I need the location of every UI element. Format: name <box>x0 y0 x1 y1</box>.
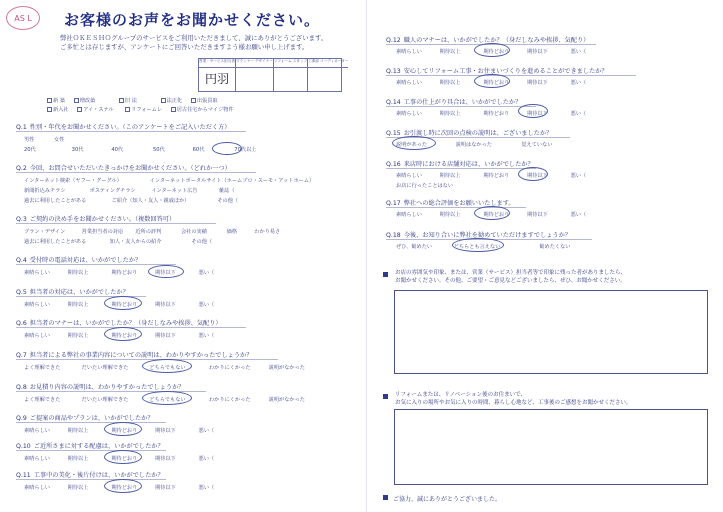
intro-line: ご多忙とは存じますが、アンケートにご回答いただきますよう様お願い申し上げます。 <box>60 43 309 51</box>
option[interactable]: 期待以上 <box>439 49 461 55</box>
pen-circle <box>142 391 192 405</box>
pen-circle <box>474 74 510 88</box>
pen-circle <box>474 43 510 57</box>
sign-header: 工事部 コーディネーター <box>308 59 348 68</box>
option[interactable]: 悪い（ <box>570 212 587 218</box>
question-2: Q.2 今回、お問合せいただいたきっかけをお聞かせください。（どれか一つ） <box>16 165 231 172</box>
option[interactable]: 40代 <box>111 147 124 153</box>
sign-cell-sales <box>199 59 236 91</box>
option[interactable]: 悪い（ <box>198 333 215 339</box>
option[interactable]: 素晴らしい <box>24 302 50 308</box>
option[interactable]: 期待以上 <box>67 333 89 339</box>
pen-circle <box>148 265 184 278</box>
question-12: Q.12 職人のマナーは、いかがでしたか？（身だしなみや挨拶、気配り） <box>386 37 590 44</box>
option[interactable]: 期待どおり <box>111 485 138 491</box>
option[interactable]: 期待どおり <box>111 302 138 308</box>
comment-prompt-line: お店の雰囲気や印象、または、営業（サービス）担当者等で印象に残った者がありましたら、 <box>395 270 627 276</box>
checkbox[interactable] <box>191 98 196 103</box>
option[interactable]: 期待以上 <box>67 302 89 308</box>
option[interactable]: だいたい理解できた <box>81 397 129 403</box>
question-13: Q.13 安心してリフォーム工事・お住まいづくりを進めることができましたか？ <box>386 68 608 75</box>
intro-text <box>60 34 360 52</box>
option[interactable]: 70代以上 <box>234 147 257 153</box>
question-17: Q.17 弊社への総合評価をお願いいたします。 <box>386 200 515 207</box>
sign-value: 円羽 <box>204 72 229 86</box>
option[interactable]: 勧めたくない <box>539 244 571 250</box>
option[interactable]: 悪い（ <box>198 270 215 276</box>
q16-options-extra <box>396 182 453 189</box>
question-underline <box>16 131 246 132</box>
q1-options-gender <box>24 136 64 143</box>
pen-circle <box>212 142 242 155</box>
comment-prompt-2 <box>395 391 632 407</box>
option[interactable]: その他（ <box>217 198 239 204</box>
option[interactable]: よく理解できた <box>24 397 61 403</box>
option[interactable]: 期待以上 <box>439 173 461 179</box>
question-11: Q.11 工事中の美化・後片付けは、いかがでしたか？ <box>16 472 164 479</box>
option[interactable]: 雑誌（ <box>218 188 235 194</box>
comment-prompt-line: お聞かせください。その他、ご要望・ご意見などございましたら、ぜひ、お聞かせください。 <box>395 278 626 284</box>
option[interactable]: 過去に利用したことがある <box>24 198 87 204</box>
pen-circle <box>104 422 142 436</box>
option[interactable]: 期待以下 <box>526 212 548 218</box>
q4-options <box>24 269 214 276</box>
option[interactable]: わかりにくかった <box>208 365 251 371</box>
option[interactable]: 悪い（ <box>570 173 587 179</box>
option[interactable]: 知人・友人からの紹介 <box>109 239 162 245</box>
option[interactable]: 60代 <box>192 147 205 153</box>
check-label: 増改築 <box>79 98 96 104</box>
question-10: Q.10 ご近所さまに対する配慮は、いかがでしたか？ <box>16 443 164 450</box>
checkbox[interactable] <box>47 98 52 103</box>
question-8: Q.8 お見積り内容の説明は、わかりやすかったでしょうか？ <box>16 384 185 391</box>
option[interactable]: 30代 <box>71 147 84 153</box>
staff-sign-table <box>198 58 349 92</box>
option[interactable]: 素晴らしい <box>396 111 422 117</box>
option[interactable]: プラン・デザイン <box>24 229 66 235</box>
pen-circle <box>452 238 504 252</box>
option[interactable]: 期待どおり <box>111 333 138 339</box>
option[interactable]: 会社の実績 <box>180 229 207 235</box>
q3-options-row1 <box>24 228 280 235</box>
option[interactable]: 期待以下 <box>526 111 548 117</box>
option[interactable]: 期待以下 <box>526 173 548 179</box>
option[interactable]: 説明があった <box>396 142 428 148</box>
option[interactable]: 期待以上 <box>439 80 461 86</box>
pen-circle <box>518 167 548 181</box>
sign-cell-reform <box>274 59 308 91</box>
q14-options <box>396 110 586 117</box>
question-underline <box>16 172 256 173</box>
option[interactable]: 過去に利用したことがある <box>24 239 87 245</box>
option[interactable]: 価格 <box>226 229 238 235</box>
option[interactable]: 素晴らしい <box>396 173 422 179</box>
option[interactable]: よく理解できた <box>24 365 61 371</box>
option[interactable]: 悪い（ <box>198 456 215 462</box>
option[interactable]: 営業担当者の対応 <box>81 229 124 235</box>
question-14: Q.14 工事の仕上がり具合は、いかがでしたか？ <box>386 99 522 106</box>
option[interactable]: わかりにくかった <box>208 397 251 403</box>
type-checks-row2 <box>40 106 234 113</box>
question-underline <box>16 223 216 224</box>
option[interactable]: 期待どおり <box>111 270 138 276</box>
option[interactable]: 素晴らしい <box>24 270 50 276</box>
option[interactable]: 女性 <box>54 137 65 143</box>
check-label: 法正化 <box>166 98 183 104</box>
option[interactable]: 期待以下 <box>154 456 176 462</box>
checkbox[interactable] <box>119 98 124 103</box>
question-16: Q.16 来店時における店舗対応は、いかがでしたか？ <box>386 161 534 168</box>
option[interactable]: 期待以上 <box>439 111 461 117</box>
option[interactable]: 素晴らしい <box>396 212 422 218</box>
option[interactable]: 素晴らしい <box>24 333 50 339</box>
option[interactable]: 悪い（ <box>198 302 215 308</box>
option[interactable]: 近所の評判 <box>135 229 162 235</box>
option[interactable]: 男性 <box>24 137 35 143</box>
sign-cell-planner <box>236 59 274 91</box>
question-underline <box>16 264 176 265</box>
question-underline <box>386 106 536 107</box>
option[interactable]: 期待以上 <box>439 212 461 218</box>
pen-circle <box>518 104 548 118</box>
q3-options-row2 <box>24 238 212 245</box>
pen-circle <box>104 296 142 310</box>
option[interactable]: お店に行ったことはない <box>396 183 454 189</box>
option[interactable]: 悪い（ <box>570 49 587 55</box>
sign-cell-coordinator <box>308 59 348 91</box>
checkbox[interactable] <box>74 98 79 103</box>
question-3: Q.3 ご契約の決め手をお聞かせください。（複数回答可） <box>16 216 176 223</box>
option[interactable]: 素晴らしい <box>396 49 422 55</box>
check-label: 新 築 <box>53 98 66 104</box>
check-label: 旧 法 <box>124 98 137 104</box>
checkbox[interactable] <box>77 107 82 112</box>
option[interactable]: ご紹介（知人・友人・親戚ほか） <box>111 198 190 204</box>
q16-options <box>396 172 586 179</box>
type-checks-row1 <box>40 97 218 104</box>
question-15: Q.15 お引渡し時に次回の点検の説明は、ございましたか？ <box>386 130 553 137</box>
check-label: 出張買取 <box>196 98 218 104</box>
comment-box-1[interactable] <box>394 290 708 374</box>
question-9: Q.9 ご提案の商品やプランは、いかがでしたか？ <box>16 415 154 422</box>
question-1: Q.1 性別・年代をお聞かせください。（このアンケートをご記入いただく方） <box>16 124 231 131</box>
option[interactable]: 期待以上 <box>67 485 89 491</box>
sign-header: リフォーム スタッフ <box>274 59 307 68</box>
pen-circle <box>104 327 142 341</box>
option[interactable]: 期待以下 <box>154 428 176 434</box>
option[interactable]: どちらでもない <box>149 365 186 371</box>
checkbox[interactable] <box>125 107 130 112</box>
thanks-message: ご協力、誠にありがとうございました。 <box>393 496 502 503</box>
option[interactable]: 素晴らしい <box>24 456 50 462</box>
page-title: お客様のお声をお聞かせください。 <box>64 11 321 29</box>
intro-line: 弊社ＯＫＥＳＨＯグループのサービスをご利用いただきまして、誠にありがとうございます。 <box>60 34 328 42</box>
check-label: 新入社 <box>53 107 69 113</box>
option[interactable]: 説明はなかった <box>455 142 492 148</box>
option[interactable]: 素晴らしい <box>24 485 50 491</box>
comment-prompt-line: お気に入りの場所やお気に入りの時間、暮らし心地など、工事後のご感想をお聞かせください。 <box>395 400 632 406</box>
question-5: Q.5 担当者の対応は、いかがでしたか？ <box>16 289 129 296</box>
option[interactable]: 説明がなかった <box>268 397 305 403</box>
option[interactable]: 期待以下 <box>526 49 548 55</box>
option[interactable]: 期待以下 <box>154 302 176 308</box>
pen-circle <box>392 136 436 150</box>
question-6: Q.6 担当者のマナーは、いかがでしたか？（身だしなみや挨拶、気配り） <box>16 320 222 327</box>
option[interactable]: 期待以上 <box>67 428 89 434</box>
checkbox[interactable] <box>171 107 176 112</box>
comment-prompt-1 <box>395 269 626 285</box>
option[interactable]: 悪い（ <box>198 428 215 434</box>
pen-circle <box>142 359 192 373</box>
section-bullet-icon <box>383 272 388 277</box>
option[interactable]: 悪い（ <box>570 80 587 86</box>
checkbox[interactable] <box>161 98 166 103</box>
option[interactable]: 期待以下 <box>154 485 176 491</box>
option[interactable]: 悪い（ <box>198 485 215 491</box>
option[interactable]: ぜひ、勧めたい <box>396 244 433 250</box>
option[interactable]: 期待どおり <box>483 80 510 86</box>
option[interactable]: その他（ <box>191 239 213 245</box>
option[interactable]: 期待以上 <box>67 270 89 276</box>
option[interactable]: 悪い（ <box>570 111 587 117</box>
sign-header: プランナー デザイナー <box>236 59 273 68</box>
option[interactable]: わかり易さ <box>254 229 281 235</box>
check-label: アイ・ステル <box>83 107 114 113</box>
q2-options-row3 <box>24 197 238 204</box>
comment-box-2[interactable] <box>394 409 708 485</box>
comment-prompt-line: リフォームまたは、リノベーション後のお住まいで、 <box>395 392 526 398</box>
option[interactable]: 素晴らしい <box>396 80 422 86</box>
option[interactable]: 期待以下 <box>526 80 548 86</box>
option[interactable]: 期待どおり <box>483 173 510 179</box>
pen-circle <box>104 479 142 493</box>
question-7: Q.7 担当者による弊社の事業内容についての説明は、わかりやすかったでしょうか？ <box>16 352 253 359</box>
check-label: 居古住宅からマイジ物件 <box>176 107 234 113</box>
option[interactable]: インターネット広告 <box>151 188 198 194</box>
option[interactable]: 覚えていない <box>521 142 553 148</box>
section-bullet-icon <box>383 495 388 500</box>
pen-circle <box>474 206 510 220</box>
question-4: Q.4 受付時の電話対応は、いかがでしたか？ <box>16 257 142 264</box>
question-18: Q.18 今後、お知り合いに弊社を勧めていただけますでしょうか？ <box>386 232 571 239</box>
option[interactable]: どちらでもない <box>149 397 186 403</box>
option[interactable]: 期待以下 <box>154 270 176 276</box>
question-underline <box>16 359 278 360</box>
option[interactable]: 素晴らしい <box>24 428 50 434</box>
q2-options-row2 <box>24 187 235 194</box>
option[interactable]: 期待どおり <box>483 111 510 117</box>
checkbox[interactable] <box>47 107 52 112</box>
question-underline <box>16 450 166 451</box>
option[interactable]: ポスティングチラシ <box>89 188 136 194</box>
option[interactable]: インターネットポータルサイト（ホームプロ・スーモ・アットホーム） <box>149 178 315 184</box>
corner-stamp: AS L <box>6 6 40 30</box>
option[interactable]: 期待以下 <box>154 333 176 339</box>
option[interactable]: 20代 <box>24 147 36 153</box>
option[interactable]: 期待どおり <box>111 456 138 462</box>
option[interactable]: インターネット検索（ヤフー・グーグル） <box>24 178 122 184</box>
check-label: リフォームレ <box>131 107 163 113</box>
pen-circle <box>104 450 142 464</box>
option[interactable]: 新聞折込みチラシ <box>24 188 66 194</box>
sign-header: 営業・サービス担当者 <box>199 59 235 68</box>
option[interactable]: どちらとも言えない <box>453 244 501 250</box>
option[interactable]: 期待以上 <box>67 456 89 462</box>
question-underline <box>386 75 636 76</box>
q2-options-row1 <box>24 177 314 184</box>
question-underline <box>16 422 166 423</box>
option[interactable]: 期待どおり <box>111 428 138 434</box>
option[interactable]: 説明がなかった <box>268 365 305 371</box>
option[interactable]: 50代 <box>152 147 165 153</box>
question-underline <box>386 168 536 169</box>
option[interactable]: 期待どおり <box>483 49 510 55</box>
question-underline <box>16 479 166 480</box>
page-fold <box>366 0 367 512</box>
option[interactable]: 期待どおり <box>483 212 510 218</box>
option[interactable]: だいたい理解できた <box>81 365 129 371</box>
section-bullet-icon <box>383 394 388 399</box>
